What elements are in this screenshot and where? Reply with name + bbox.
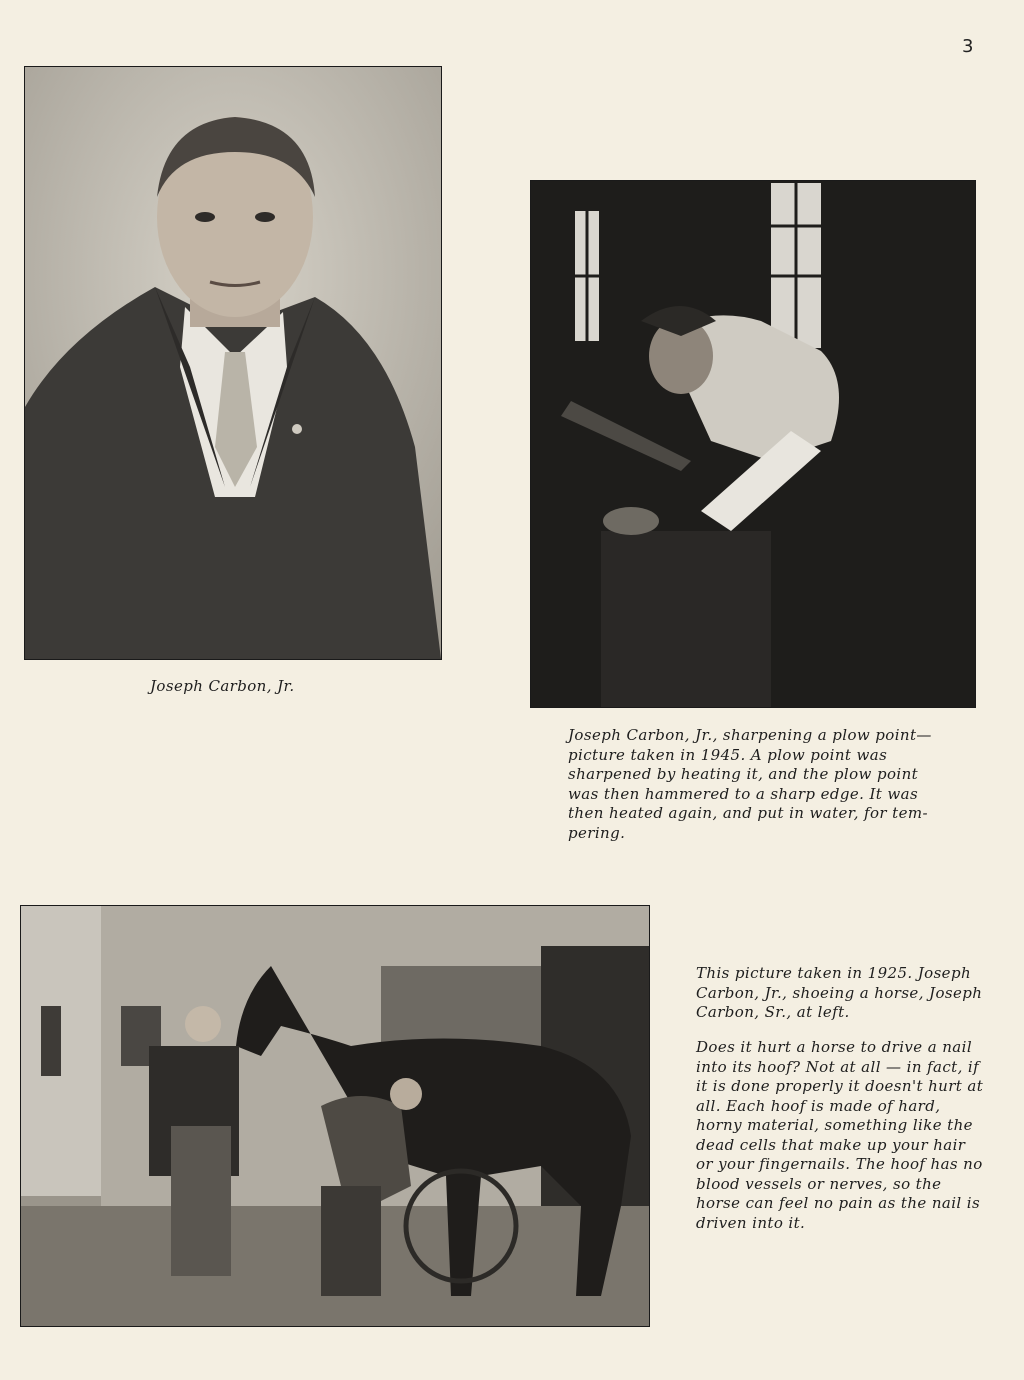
horse-caption-body-text: Does it hurt a horse to drive a nail into its hoof? Not at all — in fact, if it is done properly it doesn't hurt at all. Each hoof is made of hard, horny material, something like the dead cells that make up your hair or your fingernails. The hoof has no blood vessels or nerves, so the horse can feel no pain as the nail is driven into it. xyxy=(696,1038,984,1232)
workshop-photo xyxy=(530,180,976,708)
horse-caption-intro xyxy=(696,964,986,1023)
page-number: 3 xyxy=(962,36,974,57)
horse-shoeing-photo xyxy=(20,905,650,1327)
portrait-photo xyxy=(24,66,442,660)
portrait-caption: Joseph Carbon, Jr. xyxy=(150,677,295,695)
horse-caption-body xyxy=(696,1038,986,1233)
workshop-caption: Joseph Carbon, Jr., sharpening a plow point— picture taken in 1945. A plow point was sharpened by heating it, and the plow point was then hammered to a sharp edge. It was then heated again, and put in water, for tem- pering. xyxy=(568,726,932,842)
horse-caption-intro-text: This picture taken in 1925. Joseph Carbon, Jr., shoeing a horse, Joseph Carbon, Sr., at left. xyxy=(696,964,983,1021)
